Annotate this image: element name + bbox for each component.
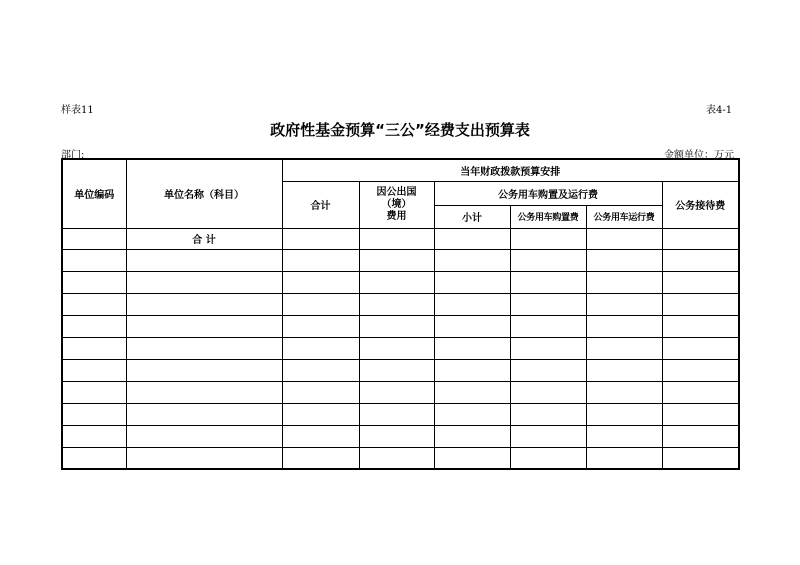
header-total: 合计	[282, 181, 359, 228]
table-cell	[126, 447, 282, 469]
table-cell	[662, 249, 739, 271]
table-cell	[434, 337, 510, 359]
header-subtotal: 小计	[434, 205, 510, 228]
table-cell	[510, 293, 586, 315]
table-cell	[510, 447, 586, 469]
table-cell	[126, 359, 282, 381]
header-abroad-line3: 费用	[386, 210, 407, 222]
page-title: 政府性基金预算“三公”经费支出预算表	[270, 121, 530, 139]
total-row	[62, 228, 739, 249]
table-cell	[510, 315, 586, 337]
table-cell	[359, 447, 434, 469]
table-cell	[62, 403, 126, 425]
table-cell	[282, 403, 359, 425]
table-cell	[434, 228, 510, 249]
table-cell	[359, 359, 434, 381]
table-cell	[434, 315, 510, 337]
table-cell	[62, 359, 126, 381]
table-cell	[662, 293, 739, 315]
table-cell	[586, 403, 662, 425]
table-cell	[359, 425, 434, 447]
table-cell	[586, 359, 662, 381]
table-cell	[662, 425, 739, 447]
table-cell	[126, 293, 282, 315]
header-vehicle-purchase: 公务用车购置费	[510, 205, 586, 228]
amount-unit-label: 金额单位：万元	[664, 150, 734, 161]
table-row	[62, 271, 739, 293]
table-row	[62, 315, 739, 337]
table-cell	[282, 271, 359, 293]
table-cell	[586, 249, 662, 271]
table-cell	[359, 271, 434, 293]
table-cell	[510, 403, 586, 425]
table-row	[62, 249, 739, 271]
table-cell	[586, 293, 662, 315]
table-cell	[282, 337, 359, 359]
table-cell	[586, 425, 662, 447]
table-row	[62, 359, 739, 381]
table-row	[62, 403, 739, 425]
table-cell	[62, 425, 126, 447]
table-cell	[62, 447, 126, 469]
header-unit-name: 单位名称（科目）	[126, 159, 282, 228]
table-cell	[359, 228, 434, 249]
table-row	[62, 381, 739, 403]
table-cell	[359, 293, 434, 315]
table-cell	[662, 403, 739, 425]
table-row	[62, 425, 739, 447]
table-cell	[510, 381, 586, 403]
table-cell	[586, 381, 662, 403]
table-cell	[126, 315, 282, 337]
table-cell	[662, 359, 739, 381]
table-cell	[586, 228, 662, 249]
table-cell	[359, 337, 434, 359]
header-vehicle-operation: 公务用车运行费	[586, 205, 662, 228]
budget-table	[61, 158, 740, 470]
table-cell	[662, 447, 739, 469]
table-cell	[126, 271, 282, 293]
table-cell	[62, 381, 126, 403]
table-cell	[662, 228, 739, 249]
table-cell	[434, 359, 510, 381]
header-budget-group: 当年财政拨款预算安排	[282, 159, 739, 181]
table-cell	[434, 249, 510, 271]
table-cell	[62, 249, 126, 271]
table-cell	[586, 315, 662, 337]
table-row	[62, 447, 739, 469]
header-vehicle-group: 公务用车购置及运行费	[434, 181, 662, 205]
table-cell	[359, 403, 434, 425]
total-row-label: 合 计	[126, 228, 282, 249]
header-abroad-line1: 因公出国	[376, 186, 417, 198]
table-cell	[282, 293, 359, 315]
table-cell	[126, 403, 282, 425]
table-cell	[434, 381, 510, 403]
table-cell	[586, 337, 662, 359]
table-cell	[662, 337, 739, 359]
table-cell	[282, 228, 359, 249]
table-cell	[282, 359, 359, 381]
table-cell	[62, 337, 126, 359]
table-cell	[510, 249, 586, 271]
table-cell	[662, 271, 739, 293]
table-cell	[434, 425, 510, 447]
table-row	[62, 337, 739, 359]
table-cell	[510, 337, 586, 359]
table-cell	[662, 315, 739, 337]
table-cell	[126, 381, 282, 403]
table-cell	[510, 425, 586, 447]
table-cell	[282, 315, 359, 337]
header-unit-code: 单位编码	[62, 159, 126, 228]
table-cell	[126, 249, 282, 271]
table-number: 表4-1	[706, 105, 733, 116]
header-abroad-expense	[359, 181, 434, 228]
table-cell	[282, 249, 359, 271]
table-cell	[510, 271, 586, 293]
table-cell	[282, 381, 359, 403]
table-cell	[359, 381, 434, 403]
table-cell	[434, 271, 510, 293]
table-cell	[282, 425, 359, 447]
table-cell	[586, 271, 662, 293]
form-number: 样表11	[61, 105, 94, 116]
table-cell	[359, 249, 434, 271]
table-cell	[359, 315, 434, 337]
table-cell	[434, 293, 510, 315]
table-cell	[282, 447, 359, 469]
table-cell	[434, 403, 510, 425]
table-cell	[434, 447, 510, 469]
table-cell	[586, 447, 662, 469]
table-cell	[510, 228, 586, 249]
table-cell	[62, 228, 126, 249]
table-cell	[62, 293, 126, 315]
table-cell	[126, 425, 282, 447]
department-label: 部门:	[61, 150, 85, 161]
table-cell	[62, 271, 126, 293]
header-abroad-line2: （境）	[381, 198, 412, 210]
table-cell	[126, 337, 282, 359]
table-cell	[662, 381, 739, 403]
header-reception: 公务接待费	[662, 181, 739, 228]
table-cell	[62, 315, 126, 337]
table-row	[62, 293, 739, 315]
table-cell	[510, 359, 586, 381]
